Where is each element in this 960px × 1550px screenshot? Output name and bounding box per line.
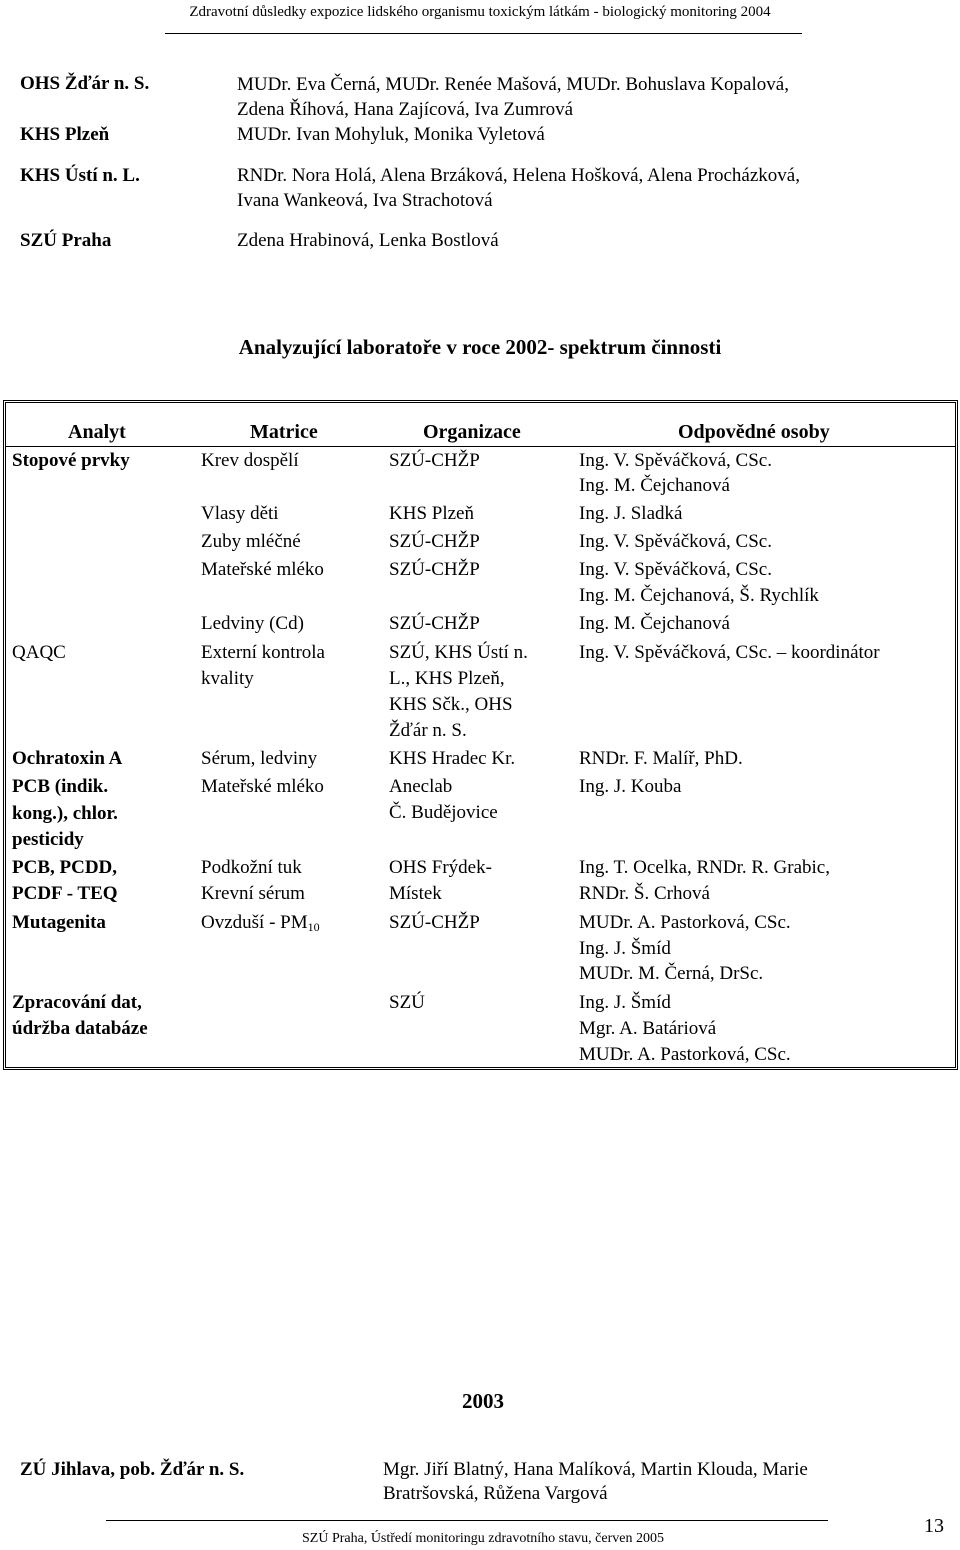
org-name: KHS Plzeň [20,124,110,145]
cell-analyt: PCDF - TEQ [12,883,118,904]
cell-matrice: Mateřské mléko [201,559,324,580]
cell-osoby: RNDr. Š. Crhová [579,883,710,904]
org-members-line: Mgr. Jiří Blatný, Hana Malíková, Martin Klouda, Marie [383,1459,808,1480]
cell-osoby: Ing. M. Čejchanová [579,613,730,634]
org-members [237,122,937,147]
cell-organizace: SZÚ-CHŽP [389,531,480,552]
cell-matrice: Zuby mléčné [201,531,301,552]
cell-osoby: Ing. J. Sladká [579,503,683,524]
cell-osoby: Ing. J. Kouba [579,776,682,797]
cell-matrice [201,910,320,935]
cell-organizace: SZÚ-CHŽP [389,450,480,471]
year-heading: 2003 [462,1389,504,1413]
cell-organizace: SZÚ-CHŽP [389,613,480,634]
org-name: KHS Ústí n. L. [20,165,140,186]
cell-organizace: OHS Frýdek- [389,857,492,878]
org-members [237,163,937,213]
cell-matrice: Externí kontrola [201,642,325,663]
org-name: OHS Žďár n. S. [20,73,150,94]
org-members-line: Zdena Říhová, Hana Zajícová, Iva Zumrová [237,99,574,120]
cell-analyt: pesticidy [12,829,84,850]
cell-analyt: Ochratoxin A [12,748,123,769]
org-members [237,228,937,253]
cell-matrice: kvality [201,668,254,689]
footer-rule [106,1520,828,1521]
cell-osoby: Ing. J. Šmíd [579,992,671,1013]
cell-matrice: Vlasy děti [201,503,279,524]
org-members-line: RNDr. Nora Holá, Alena Brzáková, Helena Hošková, Alena Procházková, [237,165,800,186]
table-header-rule [6,446,955,447]
cell-analyt: údržba databáze [12,1018,148,1039]
cell-analyt: Stopové prvky [12,450,130,471]
cell-organizace: Č. Budějovice [389,802,498,823]
cell-osoby: Ing. T. Ocelka, RNDr. R. Grabic, [579,857,830,878]
cell-osoby: Ing. V. Spěváčková, CSc. [579,559,772,580]
cell-organizace: Aneclab [389,776,453,797]
org-members [237,72,937,122]
cell-organizace: KHS Sčk., OHS [389,694,513,715]
cell-analyt: PCB, PCDD, [12,857,118,878]
cell-organizace: Místek [389,883,442,904]
cell-organizace: SZÚ-CHŽP [389,559,480,580]
org-name: SZÚ Praha [20,230,112,251]
cell-organizace: KHS Hradec Kr. [389,748,516,769]
cell-analyt: PCB (indik. [12,776,109,797]
cell-organizace: L., KHS Plzeň, [389,668,505,689]
cell-osoby: MUDr. A. Pastorková, CSc. [579,1044,791,1065]
cell-organizace: Žďár n. S. [389,720,467,741]
org-members-line: Zdena Hrabinová, Lenka Bostlová [237,230,499,251]
page-number: 13 [924,1515,944,1537]
cell-matrice: Podkožní tuk [201,857,302,878]
org-members-line: MUDr. Ivan Mohyluk, Monika Vyletová [237,124,545,145]
org-members [383,1458,923,1506]
col-header-osoby: Odpovědné osoby [678,421,830,443]
cell-osoby: Ing. V. Spěváčková, CSc. – koordinátor [579,642,880,663]
matrice-subscript: 10 [307,920,320,934]
header-rule [165,33,802,34]
cell-analyt: QAQC [12,642,66,663]
cell-osoby: RNDr. F. Malíř, PhD. [579,748,743,769]
cell-osoby: MUDr. A. Pastorková, CSc. [579,912,791,933]
cell-osoby: Ing. V. Spěváčková, CSc. [579,450,772,471]
cell-organizace: SZÚ, KHS Ústí n. [389,642,528,663]
org-members-line: Bratršovská, Růžena Vargová [383,1483,608,1504]
running-header: Zdravotní důsledky expozice lidského organismu toxickým látkám - biologický monitoring 2004 [189,4,771,20]
org-members-line: Ivana Wankeová, Iva Strachotová [237,190,493,211]
cell-organizace: SZÚ-CHŽP [389,912,480,933]
section-title: Analyzující laboratoře v roce 2002- spektrum činnosti [238,335,722,359]
cell-osoby: Mgr. A. Batáriová [579,1018,717,1039]
running-footer: SZÚ Praha, Ústředí monitoringu zdravotního stavu, červen 2005 [302,1531,664,1546]
cell-matrice: Mateřské mléko [201,776,324,797]
cell-matrice: Sérum, ledviny [201,748,318,769]
cell-osoby: Ing. V. Spěváčková, CSc. [579,531,772,552]
col-header-matrice: Matrice [250,421,318,443]
matrice-main: Ovzduší - PM [201,912,308,933]
col-header-organizace: Organizace [423,421,521,443]
org-name: ZÚ Jihlava, pob. Žďár n. S. [20,1459,245,1480]
lab-table [3,400,958,1070]
org-members-line: MUDr. Eva Černá, MUDr. Renée Mašová, MUDr. Bohuslava Kopalová, [237,74,789,95]
cell-analyt: kong.), chlor. [12,803,118,824]
cell-osoby: MUDr. M. Černá, DrSc. [579,963,764,984]
cell-organizace: SZÚ [389,992,425,1013]
cell-osoby: Ing. J. Šmíd [579,938,671,959]
cell-analyt: Mutagenita [12,912,106,933]
col-header-analyt: Analyt [68,421,126,443]
cell-matrice: Krev dospělí [201,450,299,471]
cell-matrice: Ledviny (Cd) [201,613,304,634]
cell-osoby: Ing. M. Čejchanová [579,475,730,496]
cell-organizace: KHS Plzeň [389,503,474,524]
cell-matrice: Krevní sérum [201,883,305,904]
cell-osoby: Ing. M. Čejchanová, Š. Rychlík [579,585,819,606]
cell-analyt: Zpracování dat, [12,992,142,1013]
